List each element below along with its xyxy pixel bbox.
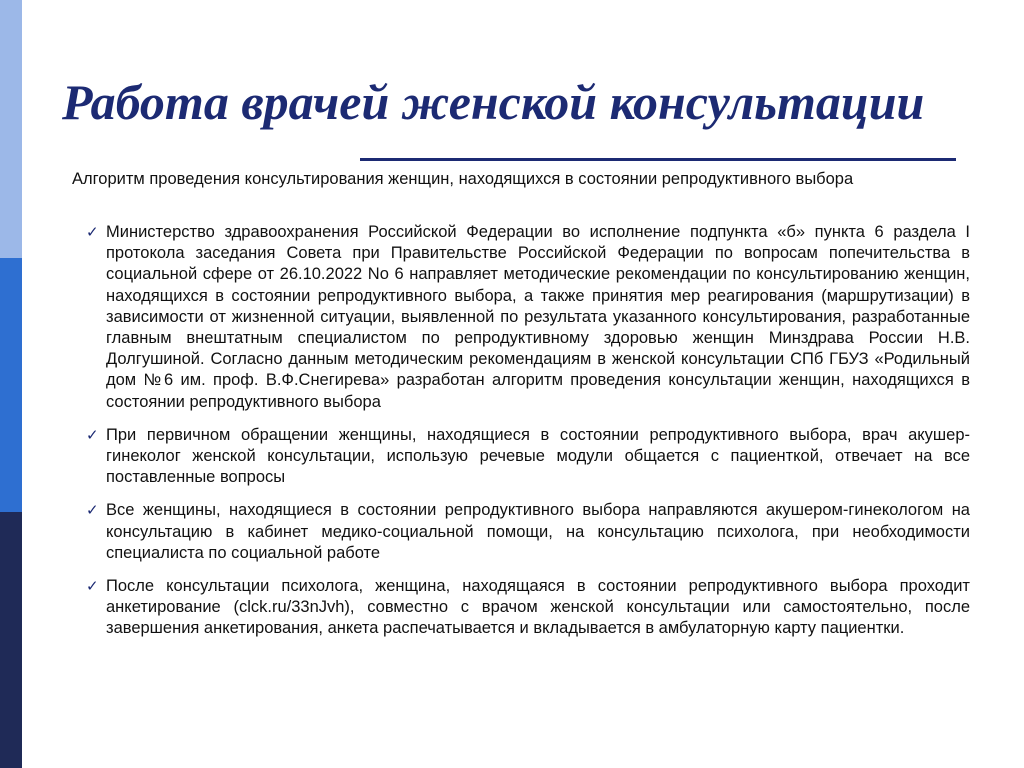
bullet-item — [86, 576, 970, 640]
checkmark-icon: ✓ — [86, 223, 99, 241]
bullet-list — [86, 222, 970, 652]
accent-bar-dark-segment — [0, 512, 22, 768]
accent-bar-light-segment — [0, 0, 22, 258]
title-underline-divider — [360, 158, 956, 161]
checkmark-icon: ✓ — [86, 577, 99, 596]
checkmark-icon: ✓ — [86, 425, 99, 444]
bullet-text: Министерство здравоохранения Российской Федерации во исполнение подпункта «б» пункта 6 раздела I протокола заседания Совета при Правительстве Российской Федерации по вопросам попечительства в социальной сфере от 26.10.2022 No 6 направляет методические рекомендации по консультированию женщин, находящихся в состоянии репродуктивного выбора, а также принятия мер реагирования (маршрутизации) в зависимости от жизненной ситуации, выявленной по результата указанного консультирования, разработанные главным внештатным специалистом по репродуктивному здоровью женщин Минздрава России Н.В. Долгушиной. Согласно данным методическим рекомендациям в женской консультации СПб ГБУЗ «Родильный дом №6 им. проф. В.Ф.Снегирева» разработан алгоритм проведения консультации женщин, находящихся в состоянии репродуктивного выбора — [106, 223, 970, 411]
bullet-item — [86, 425, 970, 489]
checkmark-icon: ✓ — [86, 501, 99, 520]
bullet-text: Все женщины, находящиеся в состоянии репродуктивного выбора направляются акушером-гинекологом на консультацию в кабинет медико-социальной помощи, на консультацию психолога, при необходимости специалиста по социальной работе — [106, 501, 970, 562]
left-accent-bar — [0, 0, 22, 768]
bullet-text: После консультации психолога, женщина, находящаяся в состоянии репродуктивного выбора проходит анкетирование (clck.ru/33nJvh), совместно с врачом женской консультации или самостоятельно, после завершения анкетирования, анкета распечатывается и вкладывается в амбулаторную карту пациентки. — [106, 577, 970, 638]
accent-bar-mid-segment — [0, 258, 22, 512]
slide-title: Работа врачей женской консультации — [62, 74, 925, 130]
bullet-item — [86, 222, 970, 413]
bullet-text: При первичном обращении женщины, находящиеся в состоянии репродуктивного выбора, врач акушер-гинеколог женской консультации, использую речевые модули общается с пациенткой, отвечает на все поставленные вопросы — [106, 425, 970, 487]
bullet-item — [86, 500, 970, 564]
slide-subtitle: Алгоритм проведения консультирования женщин, находящихся в состоянии репродуктивного выбора — [72, 170, 854, 188]
